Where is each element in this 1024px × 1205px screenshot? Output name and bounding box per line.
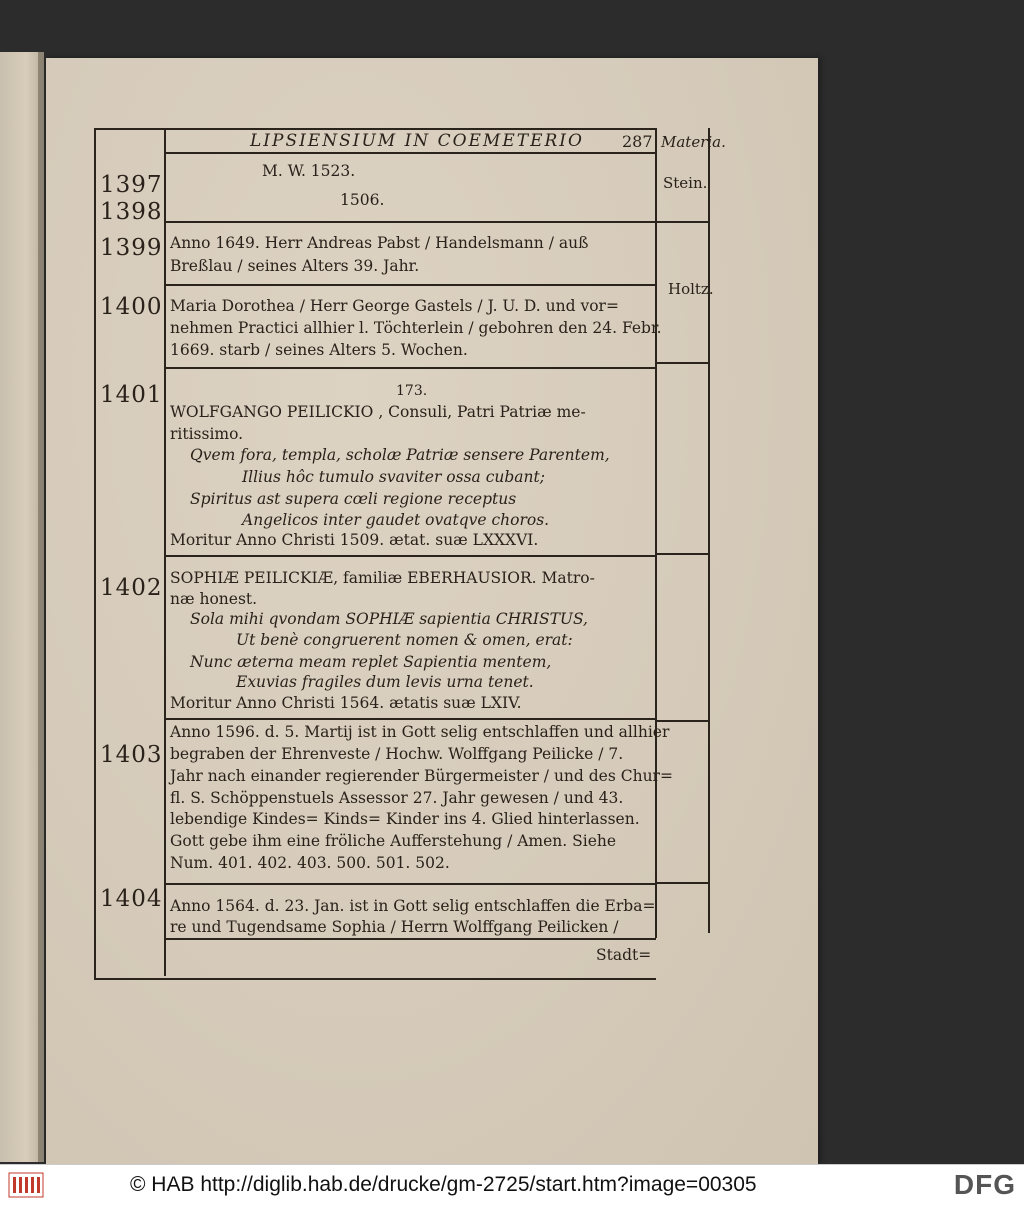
entry-text-line: Moritur Anno Christi 1564. ætatis suæ LXIV. xyxy=(170,694,522,712)
verse-line: Illius hôc tumulo svaviter ossa cubant; xyxy=(242,468,545,486)
row-rule xyxy=(164,221,656,223)
verse-line: Exuvias fragiles dum levis urna tenet. xyxy=(236,673,534,691)
entry-number: 1397 xyxy=(100,172,163,198)
entry-number: 1403 xyxy=(100,742,163,768)
material-rule xyxy=(657,882,709,884)
entry-text-line: Gott gebe ihm eine fröliche Aufferstehung / Amen. Siehe xyxy=(170,832,617,850)
verse-line: Sola mihi qvondam SOPHIÆ sapientia CHRISTUS, xyxy=(190,610,588,628)
material-rule xyxy=(657,553,709,555)
material-rule xyxy=(657,221,709,223)
entry-text-line: Breßlau / seines Alters 39. Jahr. xyxy=(170,257,420,275)
running-head: LIPSIENSIUM IN COEMETERIO xyxy=(250,131,584,151)
verse-line: Angelicos inter gaudet ovatqve choros. xyxy=(242,511,550,529)
dfg-logo: DFG xyxy=(953,1169,1016,1200)
material-rule xyxy=(657,362,709,364)
entry-text-line: Jahr nach einander regierender Bürgermeister / und des Chur= xyxy=(170,767,673,785)
row-rule xyxy=(164,284,656,286)
entry-text-line: Maria Dorothea / Herr George Gastels / J. U. D. und vor= xyxy=(170,297,619,315)
entry-text-line: Num. 401. 402. 403. 500. 501. 502. xyxy=(170,854,450,872)
entry-number: 1404 xyxy=(100,886,163,912)
material-label: Holtz. xyxy=(668,280,714,298)
row-rule xyxy=(164,367,656,369)
previous-page-edge xyxy=(0,52,44,1162)
entry-number: 1398 xyxy=(100,199,163,225)
entry-text-line: fl. S. Schöppenstuels Assessor 27. Jahr gewesen / und 43. xyxy=(170,789,624,807)
entry-number: 1402 xyxy=(100,575,163,601)
entry-text-line: WOLFGANGO PEILICKIO , Consuli, Patri Patriæ me- xyxy=(170,403,586,421)
row-rule xyxy=(164,718,656,720)
material-column-rule xyxy=(708,128,710,933)
verse-line: Qvem fora, templa, scholæ Patriæ sensere Parentem, xyxy=(190,446,610,464)
page-fold-shadow xyxy=(38,52,44,1162)
entry-number: 1401 xyxy=(100,382,163,408)
entry-text-line: næ honest. xyxy=(170,590,258,608)
entry-text-line: 1669. starb / seines Alters 5. Wochen. xyxy=(170,341,468,359)
entry-text-line: Anno 1649. Herr Andreas Pabst / Handelsmann / auß xyxy=(170,234,589,252)
entry-text-line: Anno 1596. d. 5. Martij ist in Gott selig entschlaffen und allhier xyxy=(170,723,670,741)
entry-text-line: M. W. 1523. xyxy=(262,162,356,180)
verse-line: Nunc æterna meam replet Sapientia mentem, xyxy=(190,653,552,671)
entry-text-line: Moritur Anno Christi 1509. ætat. suæ LXXXVI. xyxy=(170,531,539,549)
page-number: 287 xyxy=(622,132,653,151)
entry-text-line: re und Tugendsame Sophia / Herrn Wolffgang Peilicken / xyxy=(170,918,619,936)
column-rule-right xyxy=(655,128,657,938)
entry-number: 1400 xyxy=(100,294,163,320)
entry-text-line: 173. xyxy=(396,383,428,399)
entry-text-line: Anno 1564. d. 23. Jan. ist in Gott selig entschlaffen die Erba= xyxy=(170,897,656,915)
verse-line: Spiritus ast supera cœli regione receptus xyxy=(190,490,517,508)
entry-text-line: SOPHIÆ PEILICKIÆ, familiæ EBERHAUSIOR. Matro- xyxy=(170,569,595,587)
entry-text-line: nehmen Practici allhier l. Töchterlein / gebohren den 24. Febr. xyxy=(170,319,662,337)
entry-number: 1399 xyxy=(100,235,163,261)
entry-text-line: 1506. xyxy=(340,191,385,209)
verse-line: Ut benè congruerent nomen & omen, erat: xyxy=(236,631,573,649)
material-column-header: Materia. xyxy=(661,133,726,151)
column-rule-left xyxy=(164,128,166,976)
source-link[interactable]: © HAB http://diglib.hab.de/drucke/gm-2725/start.htm?image=00305 xyxy=(130,1173,757,1196)
entry-text-line: begraben der Ehrenveste / Hochw. Wolffgang Peilicke / 7. xyxy=(170,745,624,763)
header-rule xyxy=(164,152,656,154)
catchword: Stadt= xyxy=(596,946,652,964)
material-label: Stein. xyxy=(663,174,708,192)
row-rule xyxy=(164,555,656,557)
row-rule xyxy=(164,883,656,885)
viewer-footer xyxy=(0,1164,1024,1205)
entry-text-line: lebendige Kindes= Kinds= Kinder ins 4. Glied hinterlassen. xyxy=(170,810,640,828)
entry-text-line: ritissimo. xyxy=(170,425,244,443)
library-logo-icon xyxy=(8,1171,44,1199)
